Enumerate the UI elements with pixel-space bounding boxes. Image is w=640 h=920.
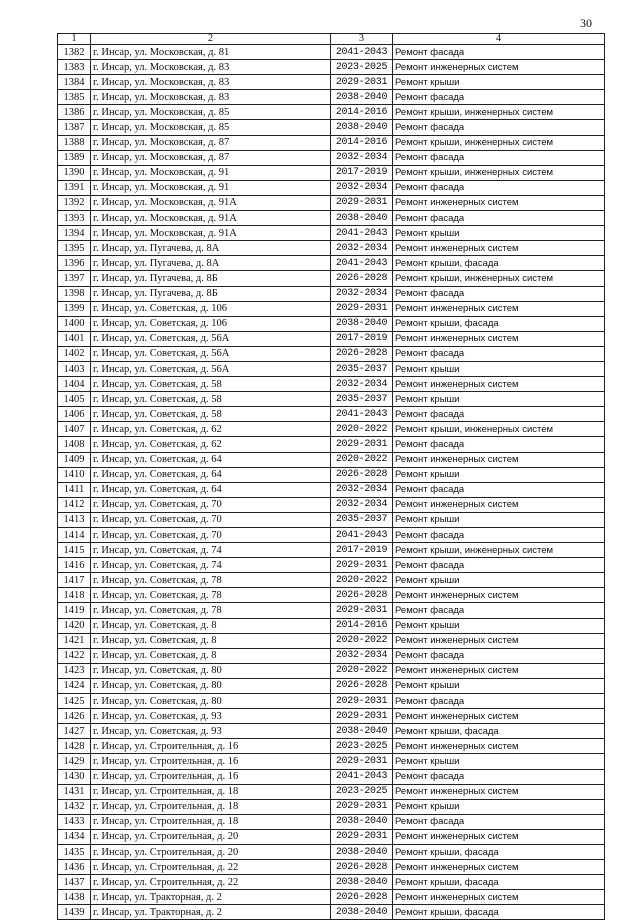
work-type-cell: Ремонт крыши, фасада	[393, 875, 605, 890]
period-cell: 2017-2019	[331, 543, 393, 558]
address-cell: г. Инсар, ул. Пугачева, д. 8А	[91, 256, 331, 271]
work-type-cell: Ремонт крыши, фасада	[393, 905, 605, 920]
table-row	[58, 633, 605, 648]
period-cell: 2014-2016	[331, 105, 393, 120]
period-cell: 2029-2031	[331, 301, 393, 316]
table-row	[58, 165, 605, 180]
work-type-cell: Ремонт крыши, инженерных систем	[393, 543, 605, 558]
period-cell: 2041-2043	[331, 407, 393, 422]
work-type-cell: Ремонт крыши	[393, 361, 605, 376]
address-cell: г. Инсар, ул. Московская, д. 87	[91, 150, 331, 165]
address-cell: г. Инсар, ул. Московская, д. 83	[91, 60, 331, 75]
address-cell: г. Инсар, ул. Советская, д. 70	[91, 497, 331, 512]
table-row	[58, 90, 605, 105]
table-row	[58, 150, 605, 165]
table-row	[58, 754, 605, 769]
work-type-cell: Ремонт фасада	[393, 437, 605, 452]
period-cell: 2026-2028	[331, 678, 393, 693]
work-type-cell: Ремонт фасада	[393, 694, 605, 709]
period-cell: 2026-2028	[331, 346, 393, 361]
period-cell: 2029-2031	[331, 603, 393, 618]
period-cell: 2026-2028	[331, 860, 393, 875]
address-cell: г. Инсар, ул. Московская, д. 91	[91, 165, 331, 180]
work-type-cell: Ремонт фасада	[393, 150, 605, 165]
address-cell: г. Инсар, ул. Советская, д. 70	[91, 528, 331, 543]
work-type-cell: Ремонт фасада	[393, 45, 605, 60]
header-row	[58, 34, 605, 45]
row-number: 1409	[58, 452, 91, 467]
column-header-1: 1	[58, 34, 91, 45]
period-cell: 2029-2031	[331, 829, 393, 844]
address-cell: г. Инсар, ул. Строительная, д. 20	[91, 844, 331, 859]
address-cell: г. Инсар, ул. Советская, д. 56А	[91, 331, 331, 346]
address-cell: г. Инсар, ул. Советская, д. 8	[91, 618, 331, 633]
row-number: 1387	[58, 120, 91, 135]
table-row	[58, 135, 605, 150]
address-cell: г. Инсар, ул. Советская, д. 64	[91, 452, 331, 467]
period-cell: 2026-2028	[331, 890, 393, 905]
work-type-cell: Ремонт крыши	[393, 754, 605, 769]
work-type-cell: Ремонт инженерных систем	[393, 588, 605, 603]
row-number: 1416	[58, 558, 91, 573]
work-type-cell: Ремонт крыши	[393, 678, 605, 693]
work-type-cell: Ремонт фасада	[393, 558, 605, 573]
work-type-cell: Ремонт инженерных систем	[393, 860, 605, 875]
period-cell: 2020-2022	[331, 633, 393, 648]
work-type-cell: Ремонт крыши	[393, 799, 605, 814]
row-number: 1397	[58, 271, 91, 286]
address-cell: г. Инсар, ул. Советская, д. 74	[91, 558, 331, 573]
row-number: 1410	[58, 467, 91, 482]
work-type-cell: Ремонт инженерных систем	[393, 331, 605, 346]
table-row	[58, 694, 605, 709]
table-row	[58, 558, 605, 573]
period-cell: 2029-2031	[331, 799, 393, 814]
period-cell: 2029-2031	[331, 694, 393, 709]
period-cell: 2032-2034	[331, 497, 393, 512]
work-type-cell: Ремонт крыши	[393, 467, 605, 482]
table-row	[58, 769, 605, 784]
table-row	[58, 180, 605, 195]
row-number: 1398	[58, 286, 91, 301]
row-number: 1385	[58, 90, 91, 105]
work-type-cell: Ремонт крыши	[393, 573, 605, 588]
work-type-cell: Ремонт крыши	[393, 618, 605, 633]
table-row	[58, 588, 605, 603]
period-cell: 2020-2022	[331, 422, 393, 437]
table-row	[58, 512, 605, 527]
column-header-2: 2	[91, 34, 331, 45]
table-row	[58, 467, 605, 482]
work-type-cell: Ремонт инженерных систем	[393, 497, 605, 512]
period-cell: 2032-2034	[331, 180, 393, 195]
work-type-cell: Ремонт крыши	[393, 512, 605, 527]
address-cell: г. Инсар, ул. Строительная, д. 18	[91, 784, 331, 799]
table-row	[58, 829, 605, 844]
row-number: 1384	[58, 75, 91, 90]
table-row	[58, 195, 605, 210]
address-cell: г. Инсар, ул. Советская, д. 80	[91, 678, 331, 693]
period-cell: 2032-2034	[331, 482, 393, 497]
table-row	[58, 422, 605, 437]
table-row	[58, 286, 605, 301]
row-number: 1402	[58, 346, 91, 361]
period-cell: 2014-2016	[331, 618, 393, 633]
period-cell: 2020-2022	[331, 452, 393, 467]
table-row	[58, 301, 605, 316]
table-row	[58, 784, 605, 799]
row-number: 1392	[58, 195, 91, 210]
row-number: 1413	[58, 512, 91, 527]
row-number: 1430	[58, 769, 91, 784]
work-type-cell: Ремонт фасада	[393, 346, 605, 361]
address-cell: г. Инсар, ул. Строительная, д. 22	[91, 875, 331, 890]
table-row	[58, 437, 605, 452]
row-number: 1435	[58, 844, 91, 859]
period-cell: 2041-2043	[331, 769, 393, 784]
table-row	[58, 648, 605, 663]
table-row	[58, 75, 605, 90]
address-cell: г. Инсар, ул. Строительная, д. 18	[91, 799, 331, 814]
table-row	[58, 226, 605, 241]
table-row	[58, 799, 605, 814]
column-header-4: 4	[393, 34, 605, 45]
work-type-cell: Ремонт инженерных систем	[393, 709, 605, 724]
row-number: 1431	[58, 784, 91, 799]
row-number: 1403	[58, 361, 91, 376]
row-number: 1438	[58, 890, 91, 905]
address-cell: г. Инсар, ул. Строительная, д. 16	[91, 769, 331, 784]
address-cell: г. Инсар, ул. Советская, д. 70	[91, 512, 331, 527]
table-row	[58, 678, 605, 693]
row-number: 1412	[58, 497, 91, 512]
period-cell: 2026-2028	[331, 467, 393, 482]
period-cell: 2041-2043	[331, 528, 393, 543]
row-number: 1382	[58, 45, 91, 60]
period-cell: 2038-2040	[331, 875, 393, 890]
table-body	[58, 45, 605, 920]
row-number: 1421	[58, 633, 91, 648]
table-row	[58, 573, 605, 588]
row-number: 1407	[58, 422, 91, 437]
address-cell: г. Инсар, ул. Советская, д. 78	[91, 603, 331, 618]
period-cell: 2023-2025	[331, 60, 393, 75]
address-cell: г. Инсар, ул. Советская, д. 64	[91, 482, 331, 497]
table-row	[58, 331, 605, 346]
address-cell: г. Инсар, ул. Московская, д. 91А	[91, 211, 331, 226]
address-cell: г. Инсар, ул. Советская, д. 93	[91, 709, 331, 724]
address-cell: г. Инсар, ул. Московская, д. 81	[91, 45, 331, 60]
address-cell: г. Инсар, ул. Советская, д. 8	[91, 633, 331, 648]
row-number: 1394	[58, 226, 91, 241]
period-cell: 2020-2022	[331, 663, 393, 678]
period-cell: 2035-2037	[331, 392, 393, 407]
table-row	[58, 120, 605, 135]
address-cell: г. Инсар, ул. Пугачева, д. 8А	[91, 241, 331, 256]
work-type-cell: Ремонт крыши, инженерных систем	[393, 135, 605, 150]
table-row	[58, 814, 605, 829]
period-cell: 2032-2034	[331, 377, 393, 392]
table-row	[58, 60, 605, 75]
row-number: 1395	[58, 241, 91, 256]
row-number: 1425	[58, 694, 91, 709]
address-cell: г. Инсар, ул. Советская, д. 106	[91, 316, 331, 331]
table-row	[58, 271, 605, 286]
work-type-cell: Ремонт фасада	[393, 769, 605, 784]
table-row	[58, 105, 605, 120]
address-cell: г. Инсар, ул. Строительная, д. 22	[91, 860, 331, 875]
table-row	[58, 528, 605, 543]
table-row	[58, 497, 605, 512]
row-number: 1415	[58, 543, 91, 558]
row-number: 1428	[58, 739, 91, 754]
row-number: 1423	[58, 663, 91, 678]
work-type-cell: Ремонт крыши	[393, 75, 605, 90]
row-number: 1390	[58, 165, 91, 180]
address-cell: г. Инсар, ул. Советская, д. 64	[91, 467, 331, 482]
row-number: 1417	[58, 573, 91, 588]
period-cell: 2032-2034	[331, 648, 393, 663]
period-cell: 2041-2043	[331, 226, 393, 241]
work-type-cell: Ремонт инженерных систем	[393, 241, 605, 256]
work-type-cell: Ремонт инженерных систем	[393, 829, 605, 844]
row-number: 1388	[58, 135, 91, 150]
period-cell: 2029-2031	[331, 437, 393, 452]
table-row	[58, 603, 605, 618]
row-number: 1408	[58, 437, 91, 452]
row-number: 1404	[58, 377, 91, 392]
address-cell: г. Инсар, ул. Тракторная, д. 2	[91, 905, 331, 920]
address-cell: г. Инсар, ул. Строительная, д. 16	[91, 754, 331, 769]
period-cell: 2035-2037	[331, 512, 393, 527]
period-cell: 2038-2040	[331, 120, 393, 135]
period-cell: 2029-2031	[331, 754, 393, 769]
table-header	[58, 34, 605, 45]
work-type-cell: Ремонт инженерных систем	[393, 739, 605, 754]
address-cell: г. Инсар, ул. Строительная, д. 20	[91, 829, 331, 844]
address-cell: г. Инсар, ул. Московская, д. 83	[91, 90, 331, 105]
work-type-cell: Ремонт инженерных систем	[393, 890, 605, 905]
table-row	[58, 482, 605, 497]
work-type-cell: Ремонт крыши	[393, 226, 605, 241]
row-number: 1406	[58, 407, 91, 422]
work-type-cell: Ремонт крыши, фасада	[393, 316, 605, 331]
period-cell: 2038-2040	[331, 316, 393, 331]
address-cell: г. Инсар, ул. Пугачева, д. 8Б	[91, 286, 331, 301]
row-number: 1389	[58, 150, 91, 165]
row-number: 1429	[58, 754, 91, 769]
address-cell: г. Инсар, ул. Советская, д. 93	[91, 724, 331, 739]
address-cell: г. Инсар, ул. Советская, д. 106	[91, 301, 331, 316]
table-row	[58, 890, 605, 905]
table-row	[58, 256, 605, 271]
table-row	[58, 905, 605, 920]
row-number: 1427	[58, 724, 91, 739]
address-cell: г. Инсар, ул. Строительная, д. 16	[91, 739, 331, 754]
address-cell: г. Инсар, ул. Советская, д. 58	[91, 392, 331, 407]
period-cell: 2020-2022	[331, 573, 393, 588]
table-row	[58, 392, 605, 407]
address-cell: г. Инсар, ул. Советская, д. 58	[91, 407, 331, 422]
work-type-cell: Ремонт крыши, инженерных систем	[393, 105, 605, 120]
row-number: 1391	[58, 180, 91, 195]
period-cell: 2041-2043	[331, 256, 393, 271]
table-row	[58, 875, 605, 890]
table-row	[58, 663, 605, 678]
work-type-cell: Ремонт фасада	[393, 648, 605, 663]
table-row	[58, 316, 605, 331]
address-cell: г. Инсар, ул. Строительная, д. 18	[91, 814, 331, 829]
address-cell: г. Инсар, ул. Советская, д. 62	[91, 437, 331, 452]
work-type-cell: Ремонт фасада	[393, 120, 605, 135]
repair-schedule-table	[57, 33, 605, 920]
table-row	[58, 709, 605, 724]
work-type-cell: Ремонт фасада	[393, 180, 605, 195]
row-number: 1434	[58, 829, 91, 844]
work-type-cell: Ремонт фасада	[393, 407, 605, 422]
row-number: 1426	[58, 709, 91, 724]
row-number: 1383	[58, 60, 91, 75]
row-number: 1414	[58, 528, 91, 543]
table-row	[58, 361, 605, 376]
row-number: 1436	[58, 860, 91, 875]
work-type-cell: Ремонт крыши, инженерных систем	[393, 165, 605, 180]
column-header-3: 3	[331, 34, 393, 45]
work-type-cell: Ремонт инженерных систем	[393, 60, 605, 75]
period-cell: 2026-2028	[331, 271, 393, 286]
period-cell: 2014-2016	[331, 135, 393, 150]
address-cell: г. Инсар, ул. Московская, д. 85	[91, 120, 331, 135]
row-number: 1386	[58, 105, 91, 120]
table-row	[58, 618, 605, 633]
period-cell: 2038-2040	[331, 724, 393, 739]
row-number: 1439	[58, 905, 91, 920]
work-type-cell: Ремонт фасада	[393, 211, 605, 226]
row-number: 1420	[58, 618, 91, 633]
table-row	[58, 452, 605, 467]
work-type-cell: Ремонт инженерных систем	[393, 452, 605, 467]
period-cell: 2032-2034	[331, 150, 393, 165]
period-cell: 2032-2034	[331, 286, 393, 301]
table-row	[58, 241, 605, 256]
table-row	[58, 346, 605, 361]
work-type-cell: Ремонт крыши, фасада	[393, 724, 605, 739]
row-number: 1405	[58, 392, 91, 407]
row-number: 1419	[58, 603, 91, 618]
row-number: 1424	[58, 678, 91, 693]
row-number: 1401	[58, 331, 91, 346]
work-type-cell: Ремонт крыши, инженерных систем	[393, 271, 605, 286]
work-type-cell: Ремонт инженерных систем	[393, 377, 605, 392]
table-row	[58, 211, 605, 226]
period-cell: 2029-2031	[331, 75, 393, 90]
period-cell: 2038-2040	[331, 905, 393, 920]
address-cell: г. Инсар, ул. Московская, д. 91А	[91, 226, 331, 241]
table-row	[58, 543, 605, 558]
work-type-cell: Ремонт инженерных систем	[393, 784, 605, 799]
address-cell: г. Инсар, ул. Советская, д. 80	[91, 694, 331, 709]
address-cell: г. Инсар, ул. Советская, д. 8	[91, 648, 331, 663]
work-type-cell: Ремонт инженерных систем	[393, 301, 605, 316]
period-cell: 2038-2040	[331, 844, 393, 859]
row-number: 1400	[58, 316, 91, 331]
period-cell: 2038-2040	[331, 211, 393, 226]
address-cell: г. Инсар, ул. Советская, д. 74	[91, 543, 331, 558]
address-cell: г. Инсар, ул. Московская, д. 83	[91, 75, 331, 90]
row-number: 1433	[58, 814, 91, 829]
work-type-cell: Ремонт инженерных систем	[393, 633, 605, 648]
address-cell: г. Инсар, ул. Советская, д. 62	[91, 422, 331, 437]
table-row	[58, 844, 605, 859]
page-number: 30	[580, 16, 592, 30]
period-cell: 2038-2040	[331, 90, 393, 105]
address-cell: г. Инсар, ул. Советская, д. 56А	[91, 361, 331, 376]
work-type-cell: Ремонт крыши, фасада	[393, 844, 605, 859]
work-type-cell: Ремонт фасада	[393, 482, 605, 497]
address-cell: г. Инсар, ул. Советская, д. 56А	[91, 346, 331, 361]
work-type-cell: Ремонт инженерных систем	[393, 663, 605, 678]
row-number: 1422	[58, 648, 91, 663]
work-type-cell: Ремонт фасада	[393, 286, 605, 301]
work-type-cell: Ремонт фасада	[393, 603, 605, 618]
row-number: 1432	[58, 799, 91, 814]
row-number: 1411	[58, 482, 91, 497]
address-cell: г. Инсар, ул. Советская, д. 78	[91, 588, 331, 603]
row-number: 1396	[58, 256, 91, 271]
work-type-cell: Ремонт фасада	[393, 814, 605, 829]
table-row	[58, 724, 605, 739]
work-type-cell: Ремонт крыши	[393, 392, 605, 407]
address-cell: г. Инсар, ул. Московская, д. 91	[91, 180, 331, 195]
period-cell: 2041-2043	[331, 45, 393, 60]
address-cell: г. Инсар, ул. Московская, д. 91А	[91, 195, 331, 210]
work-type-cell: Ремонт инженерных систем	[393, 195, 605, 210]
row-number: 1399	[58, 301, 91, 316]
address-cell: г. Инсар, ул. Советская, д. 58	[91, 377, 331, 392]
work-type-cell: Ремонт фасада	[393, 90, 605, 105]
period-cell: 2023-2025	[331, 739, 393, 754]
period-cell: 2032-2034	[331, 241, 393, 256]
table-row	[58, 407, 605, 422]
period-cell: 2017-2019	[331, 331, 393, 346]
table-row	[58, 377, 605, 392]
address-cell: г. Инсар, ул. Московская, д. 85	[91, 105, 331, 120]
period-cell: 2017-2019	[331, 165, 393, 180]
period-cell: 2035-2037	[331, 361, 393, 376]
period-cell: 2029-2031	[331, 195, 393, 210]
period-cell: 2026-2028	[331, 588, 393, 603]
address-cell: г. Инсар, ул. Пугачева, д. 8Б	[91, 271, 331, 286]
work-type-cell: Ремонт крыши, фасада	[393, 256, 605, 271]
table-row	[58, 739, 605, 754]
address-cell: г. Инсар, ул. Советская, д. 80	[91, 663, 331, 678]
period-cell: 2029-2031	[331, 558, 393, 573]
address-cell: г. Инсар, ул. Советская, д. 78	[91, 573, 331, 588]
row-number: 1418	[58, 588, 91, 603]
table-row	[58, 860, 605, 875]
work-type-cell: Ремонт фасада	[393, 528, 605, 543]
row-number: 1393	[58, 211, 91, 226]
table-row	[58, 45, 605, 60]
period-cell: 2023-2025	[331, 784, 393, 799]
work-type-cell: Ремонт крыши, инженерных систем	[393, 422, 605, 437]
period-cell: 2029-2031	[331, 709, 393, 724]
row-number: 1437	[58, 875, 91, 890]
address-cell: г. Инсар, ул. Тракторная, д. 2	[91, 890, 331, 905]
address-cell: г. Инсар, ул. Московская, д. 87	[91, 135, 331, 150]
period-cell: 2038-2040	[331, 814, 393, 829]
